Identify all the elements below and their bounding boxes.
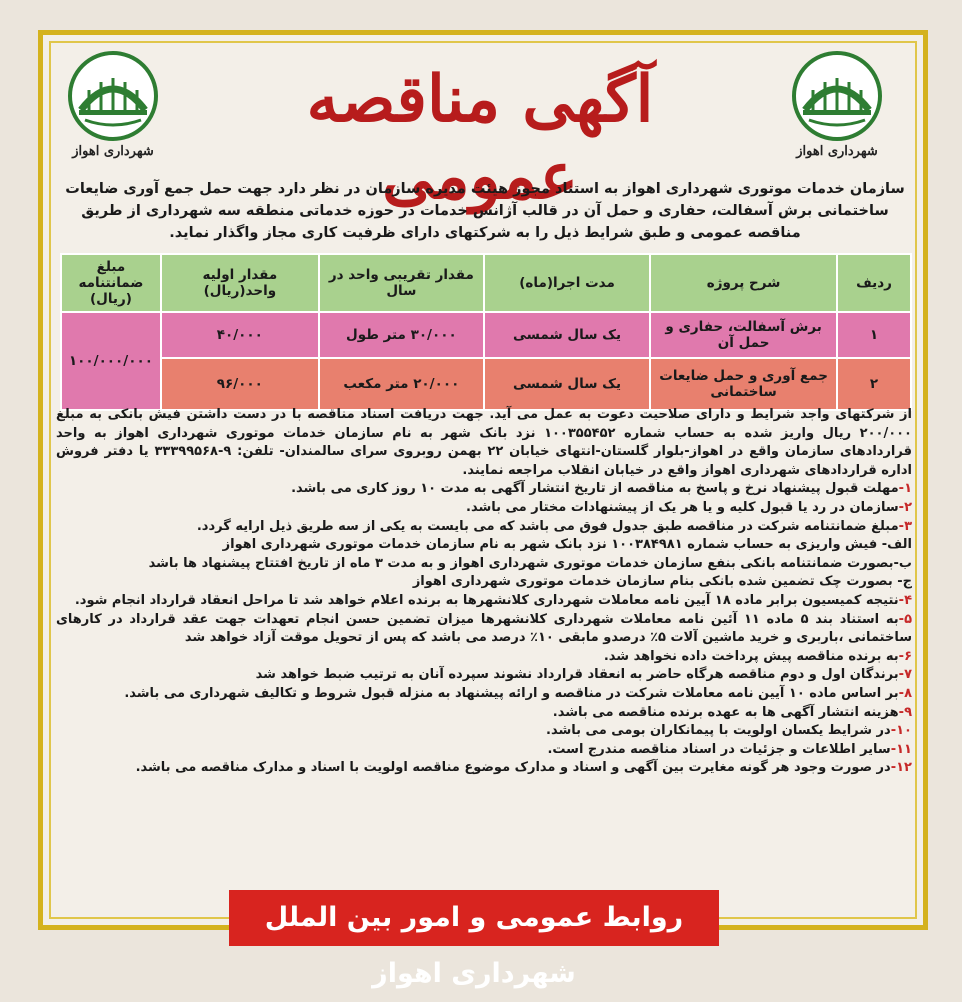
notice-body (56, 406, 912, 778)
item-number: ۲- (898, 499, 912, 515)
item-text: در شرایط یکسان اولویت با پیمانکاران بومی می باشد. (546, 723, 891, 739)
header-guarantee-amount: مبلغ ضمانتنامه (ریال) (61, 254, 161, 312)
item-number: ۱۲- (890, 760, 912, 776)
table-header-row (61, 254, 911, 312)
header-duration: مدت اجرا(ماه) (484, 254, 650, 312)
item-text: به استناد بند ۵ ماده ۱۱ آئین نامه معاملات شهرداری کلانشهرها میزان تضمین حسن انجام تعهدات جهت عقد قرارداد در کارهای ساختمانی ،باربری و خرید ماشین آلات ۵٪ درصدو مابقی ۱۰٪ درصد می باشد که پس از تحویل موقت آزاد خواهد شد (56, 611, 912, 646)
body-intro: از شرکتهای واجد شرایط و دارای صلاحیت دعوت به عمل می آید. جهت دریافت اسناد مناقصه با در دست داشتن فیش بانکی به مبلغ ۲۰۰/۰۰۰ ریال واریز شده به حساب شماره ۱۰۰۳۵۵۴۵۲ نزد بانک شهر به نام سازمان خدمات موتوری شهرداری اهواز به واحد قراردادهای سازمان واقع در اهواز-بلوار گلستان-انتهای خیابان ۲۲ بهمن روبروی سرای سالمندان- تلفن: ۹-۳۳۳۹۹۵۶۸ یا دفتر فروش اداره قراردادهای شهرداری اهواز واقع در خیابان انقلاب مراجعه نمایند. (56, 407, 912, 478)
item-text: بر اساس ماده ۱۰ آیین نامه معاملات شرکت در مناقصه و ارائه پیشنهاد به منزله قبول شروط و تکالیف شهرداری می باشد. (124, 685, 899, 701)
table-row (61, 312, 911, 358)
item-text: به برنده مناقصه پیش پرداخت داده نخواهد شد. (603, 648, 899, 664)
municipality-logo-right (782, 50, 892, 170)
project-description: برش آسفالت، حفاری و حمل آن (650, 312, 837, 358)
item-text: مبلغ ضمانتنامه شرکت در مناقصه طبق جدول فوق می باشد که می بایست به یکی از سه طریق ذیل ارایه گردد. (196, 518, 899, 534)
annual-quantity: ۲۰/۰۰۰ متر مکعب (319, 358, 484, 410)
list-item (56, 499, 912, 518)
item-number: ۷- (898, 667, 912, 683)
list-item (56, 666, 912, 685)
intro-paragraph: سازمان خدمات موتوری شهرداری اهواز به استناد مجوز هیئت مدیره سازمان در نظر دارد جهت حمل جمع آوری ضایعات ساختمانی برش آسفالت، حفاری و حمل آن در قالب آژانس خدمات در حوزه خدماتی منطقه سه شهرداری از طریق مناقصه عمومی و طبق شرایط ذیل را به شرکتهای دارای ظرفیت کاری مجاز واگذار نماید. (65, 181, 905, 241)
item-text: ج- بصورت چک تضمین شده بانکی بنام سازمان خدمات موتوری شهرداری اهواز (412, 574, 912, 590)
list-subitem (56, 536, 912, 555)
public-relations-footer: روابط عمومی و امور بین الملل شهرداری اهواز (229, 890, 719, 946)
ahvaz-municipality-logo-icon (791, 50, 883, 142)
item-number: ۱- (898, 481, 912, 497)
list-item (56, 704, 912, 723)
item-text: ب-بصورت ضمانتنامه بانکی بنفع سازمان خدمات موتوری شهرداری اهواز و به مدت ۳ ماه از تاریخ افتتاح پیشنهاد ها باشد (148, 555, 912, 571)
item-text: الف- فیش واریزی به حساب شماره ۱۰۰۳۸۴۹۸۱ نزد بانک شهر به نام سازمان خدمات موتوری شهرداری اهواز (222, 537, 912, 553)
list-subitem (56, 573, 912, 592)
duration: یک سال شمسی (484, 312, 650, 358)
item-number: ۶- (898, 648, 912, 664)
row-number: ۲ (837, 358, 911, 410)
list-item (56, 611, 912, 648)
list-item (56, 648, 912, 667)
project-description: جمع آوری و حمل ضایعات ساختمانی (650, 358, 837, 410)
tender-table (60, 253, 912, 411)
item-number: ۴- (898, 592, 912, 608)
logo-caption: شهرداری اهواز (72, 144, 154, 159)
list-subitem (56, 555, 912, 574)
annual-quantity: ۳۰/۰۰۰ متر طول (319, 312, 484, 358)
unit-price: ۹۶/۰۰۰ (161, 358, 319, 410)
item-text: در صورت وجود هر گونه مغایرت بین آگهی و اسناد و مدارک موضوع مناقصه اولویت با اسناد و مدارک مناقصه می باشد. (135, 760, 891, 776)
row-number: ۱ (837, 312, 911, 358)
header-unit-price: مقدار اولیه واحد(ریال) (161, 254, 319, 312)
item-number: ۹- (898, 704, 912, 720)
item-text: برندگان اول و دوم مناقصه هرگاه حاضر به انعقاد قرارداد نشوند سپرده آنان به ترتیب ضبط خواهد شد (255, 667, 899, 683)
list-item (56, 685, 912, 704)
list-item (56, 722, 912, 741)
municipality-logo-left (58, 50, 168, 170)
item-text: نتیجه کمیسیون برابر ماده ۱۸ آیین نامه معاملات شهرداری کلانشهرها به برنده اعلام خواهد شد تا مراحل انعقاد قرارداد انجام شود. (74, 592, 899, 608)
item-text: سایر اطلاعات و جزئیات در اسناد مناقصه مندرج است. (547, 741, 891, 757)
item-number: ۵- (898, 611, 912, 627)
page-title: آگهی مناقصه عمومی (306, 62, 654, 214)
header-annual-quantity: مقدار تقریبی واحد در سال (319, 254, 484, 312)
list-item (56, 592, 912, 611)
header-project-description: شرح پروژه (650, 254, 837, 312)
item-text: مهلت قبول پیشنهاد نرخ و پاسخ به مناقصه از تاریخ انتشار آگهی به مدت ۱۰ روز کاری می باشد. (291, 481, 899, 497)
item-number: ۸- (898, 685, 912, 701)
item-text: سازمان در رد یا قبول کلیه و یا هر یک از پیشنهادات مختار می باشد. (466, 499, 899, 515)
header-row-number: ردیف (837, 254, 911, 312)
duration: یک سال شمسی (484, 358, 650, 410)
ahvaz-municipality-logo-icon (67, 50, 159, 142)
item-number: ۱۰- (890, 723, 912, 739)
list-item (56, 741, 912, 760)
item-number: ۳- (898, 518, 912, 534)
logo-caption: شهرداری اهواز (796, 144, 878, 159)
list-item (56, 480, 912, 499)
list-item (56, 759, 912, 778)
list-item (56, 518, 912, 537)
item-text: هزینه انتشار آگهی ها به عهده برنده مناقصه می باشد. (552, 704, 899, 720)
table-row (61, 358, 911, 410)
guarantee-amount: ۱۰۰/۰۰۰/۰۰۰ (61, 312, 161, 410)
item-number: ۱۱- (890, 741, 912, 757)
unit-price: ۴۰/۰۰۰ (161, 312, 319, 358)
